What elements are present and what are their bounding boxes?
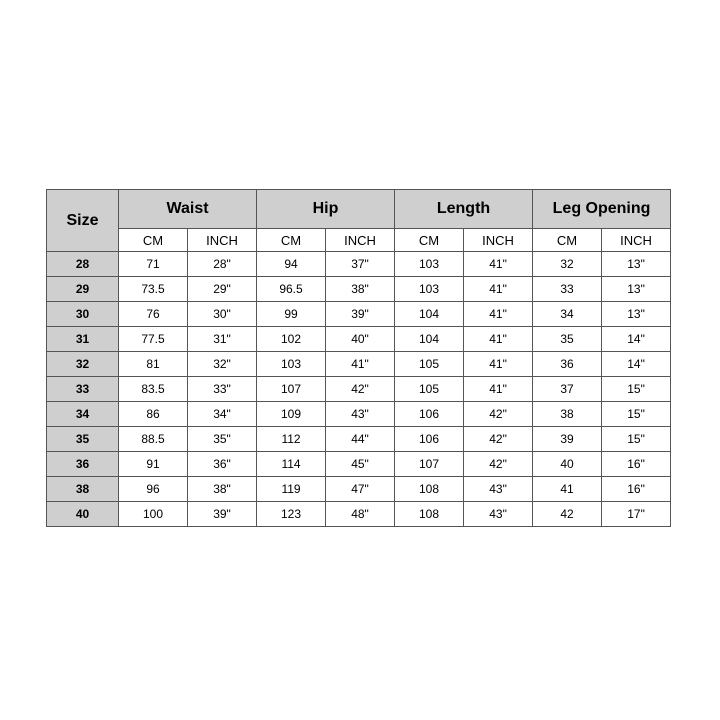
length-inch-cell: 41": [464, 302, 533, 327]
leg-opening-inch-cell: 17": [602, 502, 671, 527]
unit-header-cm: CM: [533, 229, 602, 252]
size-header: Size: [47, 190, 119, 252]
unit-header-inch: INCH: [602, 229, 671, 252]
waist-inch-cell: 38": [188, 477, 257, 502]
length-inch-cell: 42": [464, 402, 533, 427]
hip-cm-cell: 99: [257, 302, 326, 327]
table-row: [47, 502, 671, 527]
waist-inch-cell: 36": [188, 452, 257, 477]
unit-header-cm: CM: [257, 229, 326, 252]
waist-cm-cell: 86: [119, 402, 188, 427]
waist-header: Waist: [119, 190, 257, 229]
size-rows: [47, 252, 671, 527]
hip-header: Hip: [257, 190, 395, 229]
length-inch-cell: 42": [464, 452, 533, 477]
hip-inch-cell: 45": [326, 452, 395, 477]
leg-opening-inch-cell: 14": [602, 352, 671, 377]
leg-opening-cm-cell: 37: [533, 377, 602, 402]
size-cell: 33: [47, 377, 119, 402]
length-inch-cell: 41": [464, 352, 533, 377]
leg-opening-cm-cell: 33: [533, 277, 602, 302]
unit-header-inch: INCH: [464, 229, 533, 252]
waist-inch-cell: 31": [188, 327, 257, 352]
waist-inch-cell: 35": [188, 427, 257, 452]
hip-cm-cell: 114: [257, 452, 326, 477]
hip-inch-cell: 43": [326, 402, 395, 427]
hip-inch-cell: 47": [326, 477, 395, 502]
hip-cm-cell: 102: [257, 327, 326, 352]
leg-opening-cm-cell: 40: [533, 452, 602, 477]
size-cell: 38: [47, 477, 119, 502]
waist-inch-cell: 33": [188, 377, 257, 402]
waist-cm-cell: 88.5: [119, 427, 188, 452]
leg-opening-cm-cell: 42: [533, 502, 602, 527]
leg-opening-inch-cell: 15": [602, 377, 671, 402]
leg-opening-cm-cell: 32: [533, 252, 602, 277]
length-cm-cell: 108: [395, 477, 464, 502]
length-inch-cell: 41": [464, 252, 533, 277]
leg-opening-cm-cell: 36: [533, 352, 602, 377]
hip-cm-cell: 96.5: [257, 277, 326, 302]
waist-inch-cell: 28": [188, 252, 257, 277]
size-chart: [46, 189, 671, 527]
leg-opening-cm-cell: 41: [533, 477, 602, 502]
waist-inch-cell: 34": [188, 402, 257, 427]
leg-opening-cm-cell: 39: [533, 427, 602, 452]
hip-inch-cell: 42": [326, 377, 395, 402]
leg-opening-cm-cell: 35: [533, 327, 602, 352]
length-inch-cell: 43": [464, 477, 533, 502]
size-cell: 36: [47, 452, 119, 477]
length-inch-cell: 41": [464, 277, 533, 302]
table-row: [47, 277, 671, 302]
waist-cm-cell: 91: [119, 452, 188, 477]
waist-cm-cell: 96: [119, 477, 188, 502]
hip-inch-cell: 38": [326, 277, 395, 302]
size-cell: 34: [47, 402, 119, 427]
table-row: [47, 352, 671, 377]
size-cell: 30: [47, 302, 119, 327]
length-inch-cell: 43": [464, 502, 533, 527]
hip-cm-cell: 94: [257, 252, 326, 277]
leg-opening-header: Leg Opening: [533, 190, 671, 229]
size-cell: 40: [47, 502, 119, 527]
unit-header-inch: INCH: [326, 229, 395, 252]
leg-opening-inch-cell: 13": [602, 302, 671, 327]
waist-cm-cell: 73.5: [119, 277, 188, 302]
leg-opening-cm-cell: 34: [533, 302, 602, 327]
length-header: Length: [395, 190, 533, 229]
waist-inch-cell: 29": [188, 277, 257, 302]
waist-cm-cell: 76: [119, 302, 188, 327]
waist-cm-cell: 100: [119, 502, 188, 527]
unit-header-row: [47, 229, 671, 252]
size-chart-table: [46, 189, 671, 527]
size-cell: 32: [47, 352, 119, 377]
waist-cm-cell: 71: [119, 252, 188, 277]
length-inch-cell: 41": [464, 327, 533, 352]
size-cell: 35: [47, 427, 119, 452]
group-header-row: [47, 190, 671, 229]
hip-cm-cell: 103: [257, 352, 326, 377]
table-row: [47, 252, 671, 277]
length-inch-cell: 42": [464, 427, 533, 452]
hip-inch-cell: 37": [326, 252, 395, 277]
hip-inch-cell: 40": [326, 327, 395, 352]
table-row: [47, 327, 671, 352]
unit-header-cm: CM: [395, 229, 464, 252]
hip-cm-cell: 107: [257, 377, 326, 402]
leg-opening-inch-cell: 15": [602, 402, 671, 427]
length-cm-cell: 105: [395, 352, 464, 377]
waist-inch-cell: 39": [188, 502, 257, 527]
hip-inch-cell: 39": [326, 302, 395, 327]
leg-opening-inch-cell: 15": [602, 427, 671, 452]
length-cm-cell: 104: [395, 302, 464, 327]
table-row: [47, 377, 671, 402]
leg-opening-inch-cell: 13": [602, 252, 671, 277]
table-row: [47, 452, 671, 477]
size-cell: 31: [47, 327, 119, 352]
table-row: [47, 402, 671, 427]
hip-cm-cell: 123: [257, 502, 326, 527]
size-cell: 28: [47, 252, 119, 277]
waist-inch-cell: 30": [188, 302, 257, 327]
hip-inch-cell: 41": [326, 352, 395, 377]
table-row: [47, 427, 671, 452]
length-cm-cell: 103: [395, 252, 464, 277]
leg-opening-inch-cell: 16": [602, 477, 671, 502]
waist-cm-cell: 83.5: [119, 377, 188, 402]
leg-opening-cm-cell: 38: [533, 402, 602, 427]
leg-opening-inch-cell: 16": [602, 452, 671, 477]
leg-opening-inch-cell: 14": [602, 327, 671, 352]
size-cell: 29: [47, 277, 119, 302]
waist-cm-cell: 81: [119, 352, 188, 377]
hip-inch-cell: 48": [326, 502, 395, 527]
hip-cm-cell: 119: [257, 477, 326, 502]
leg-opening-inch-cell: 13": [602, 277, 671, 302]
hip-inch-cell: 44": [326, 427, 395, 452]
length-cm-cell: 107: [395, 452, 464, 477]
length-cm-cell: 103: [395, 277, 464, 302]
waist-inch-cell: 32": [188, 352, 257, 377]
unit-header-inch: INCH: [188, 229, 257, 252]
length-cm-cell: 108: [395, 502, 464, 527]
length-cm-cell: 106: [395, 402, 464, 427]
hip-cm-cell: 109: [257, 402, 326, 427]
length-cm-cell: 105: [395, 377, 464, 402]
length-cm-cell: 104: [395, 327, 464, 352]
unit-header-cm: CM: [119, 229, 188, 252]
table-row: [47, 477, 671, 502]
length-cm-cell: 106: [395, 427, 464, 452]
length-inch-cell: 41": [464, 377, 533, 402]
waist-cm-cell: 77.5: [119, 327, 188, 352]
table-row: [47, 302, 671, 327]
hip-cm-cell: 112: [257, 427, 326, 452]
